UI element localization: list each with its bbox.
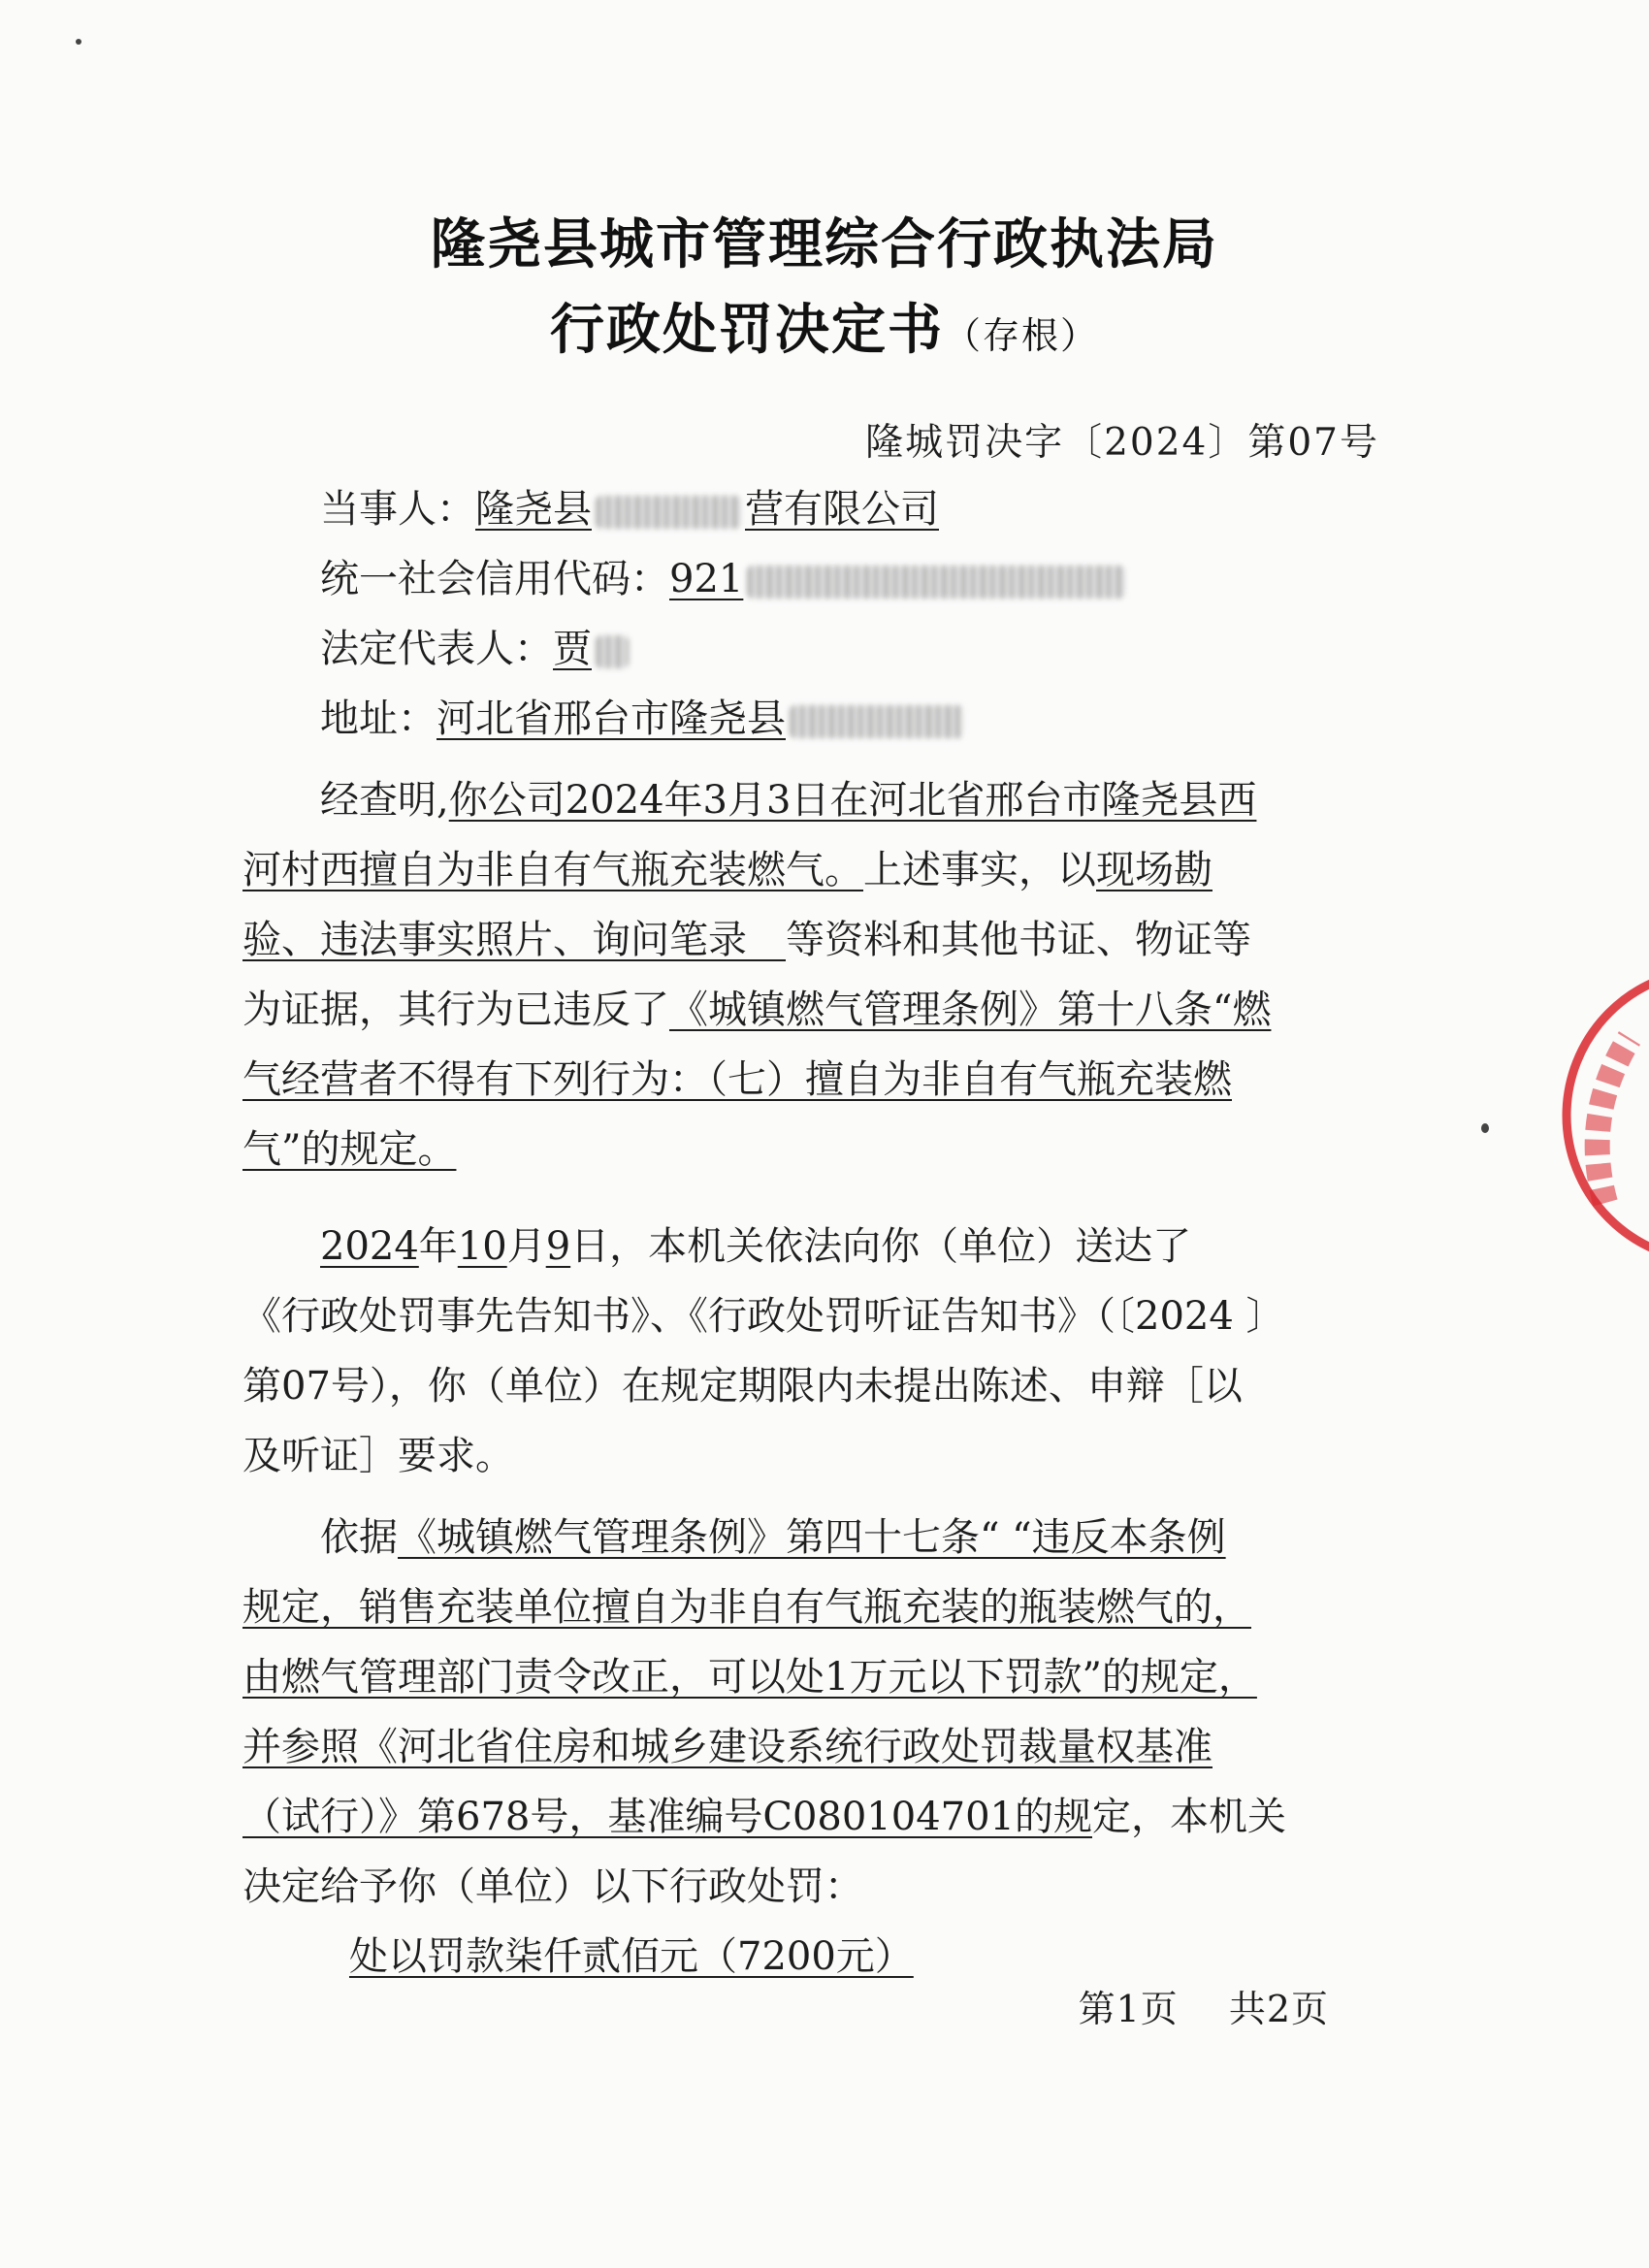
underlined-text: 《城镇燃气管理条例》第四十七条“ “违反本条例 xyxy=(398,1515,1226,1560)
text-run: 年 xyxy=(418,1224,458,1269)
body-line xyxy=(242,1573,1368,1641)
redaction-mark xyxy=(596,635,629,668)
body-line: 决定给予你（单位）以下行政处罚： xyxy=(242,1864,863,1909)
text-run: 依据 xyxy=(320,1515,398,1560)
body-line xyxy=(242,1643,1368,1711)
body-line: 《行政处罚事先告知书》、《行政处罚听证告知书》（〔2024 〕 xyxy=(242,1294,1285,1339)
legal-rep-line xyxy=(320,615,1445,683)
body-line xyxy=(242,1116,1368,1183)
legal-rep-name-start: 贾 xyxy=(553,627,592,671)
page-indicator xyxy=(1079,1979,1329,2032)
body-line xyxy=(242,1783,1368,1851)
body-line xyxy=(242,836,1368,904)
credit-code-start: 921 xyxy=(669,557,744,601)
credit-code xyxy=(669,557,1129,601)
redaction-mark xyxy=(790,705,964,738)
underlined-text: 气经营者不得有下列行为：（七）擅自为非自有气瓶充装燃 xyxy=(242,1057,1232,1102)
underlined-text: 由燃气管理部门责令改正，可以处1万元以下罚款”的规定， xyxy=(242,1655,1257,1700)
text-run: 等资料和其他书证、物证等 xyxy=(786,918,1251,962)
document-number: 隆城罚决字〔2024〕第07号 xyxy=(865,421,1379,465)
notice-month: 10 xyxy=(457,1224,507,1269)
party-line xyxy=(320,475,1445,543)
underlined-text: 你公司2024年3月3日在河北省邢台市隆尧县西 xyxy=(448,778,1257,823)
legal-rep-label: 法定代表人： xyxy=(320,627,553,671)
page-current: 第1页 xyxy=(1078,1988,1179,2030)
notice-day: 9 xyxy=(545,1224,571,1269)
body-line xyxy=(320,766,1445,834)
address-value xyxy=(436,697,968,741)
text-run: 定，本机关 xyxy=(1092,1795,1286,1839)
body-line: 第07号），你（单位）在规定期限内未提出陈述、申辩［以 xyxy=(242,1364,1243,1409)
document-title-main: 行政处罚决定书 xyxy=(549,299,944,362)
underlined-text: 规定，销售充装单位擅自为非自有气瓶充装的瓶装燃气的， xyxy=(242,1585,1251,1630)
address-start: 河北省邢台市隆尧县 xyxy=(436,697,786,741)
address-label: 地址： xyxy=(320,697,436,741)
notice-year: 2024 xyxy=(320,1224,419,1269)
official-seal-icon xyxy=(1513,956,1649,1276)
text-run: 经查明, xyxy=(320,778,449,823)
party-name xyxy=(475,487,939,532)
credit-code-label: 统一社会信用代码： xyxy=(320,557,669,601)
penalty-text: 处以罚款柒仟贰佰元（7200元） xyxy=(349,1934,914,1979)
page-total: 共2页 xyxy=(1228,1988,1329,2030)
body-line xyxy=(242,1046,1368,1114)
underlined-text: 验、违法事实照片、询问笔录 xyxy=(242,918,786,962)
scan-speck xyxy=(1481,1123,1489,1133)
document-title-suffix: （存根） xyxy=(943,314,1099,357)
underlined-text: 河村西擅自为非自有气瓶充装燃气。 xyxy=(242,848,863,892)
underlined-text: 并参照《河北省住房和城乡建设系统行政处罚裁量权基准 xyxy=(242,1725,1212,1769)
text-run: 为证据，其行为已违反了 xyxy=(242,988,669,1032)
legal-rep-name xyxy=(553,627,632,671)
body-line xyxy=(242,976,1368,1044)
body-line: 及听证］要求。 xyxy=(242,1434,514,1478)
party-label: 当事人： xyxy=(320,487,475,532)
underlined-text: （试行）》第678号，基准编号C080104701的规 xyxy=(242,1795,1092,1839)
redaction-mark xyxy=(747,566,1125,599)
issuing-authority-title: 隆尧县城市管理综合行政执法局 xyxy=(431,213,1218,276)
body-line xyxy=(320,1213,1445,1280)
text-run: 月 xyxy=(506,1224,546,1269)
text-run: 日，本机关依法向你（单位）送达了 xyxy=(570,1224,1192,1269)
document-title xyxy=(0,287,1649,365)
underlined-text: 气”的规定。 xyxy=(242,1127,457,1172)
party-name-end: 营有限公司 xyxy=(745,487,939,532)
party-name-start: 隆尧县 xyxy=(475,487,592,532)
body-line xyxy=(242,1713,1368,1781)
credit-code-line xyxy=(320,545,1445,613)
underlined-text: 《城镇燃气管理条例》第十八条“燃 xyxy=(669,988,1272,1032)
body-line xyxy=(242,906,1368,974)
scan-speck xyxy=(76,39,81,45)
body-line xyxy=(320,1504,1445,1571)
redaction-mark xyxy=(596,496,741,529)
text-run: 上述事实，以 xyxy=(863,848,1096,892)
address-line xyxy=(320,685,1445,753)
underlined-text: 现场勘 xyxy=(1096,848,1212,892)
